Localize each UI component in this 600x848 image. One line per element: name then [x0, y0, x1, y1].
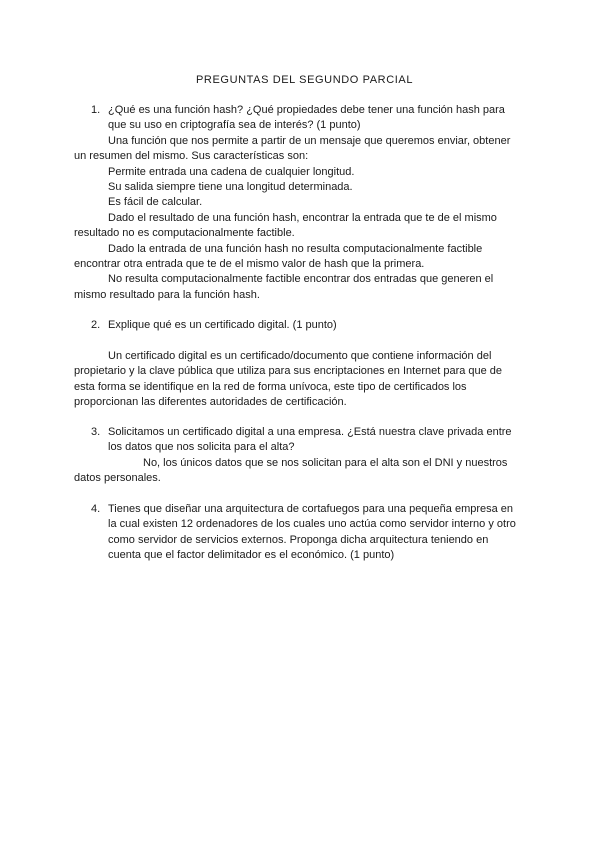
answer-1-line-1: Una función que nos permite a partir de un mensaje que queremos enviar, obtener: [108, 135, 511, 147]
answer-2-line-2: propietario y la clave pública que utiliza para sus encriptaciones en Internet para que de: [74, 365, 503, 377]
answer-1-property-5-line-1: Dado la entrada de una función hash no resulta computacionalmente factible: [108, 243, 483, 255]
answer-1-line-2: un resumen del mismo. Sus características son:: [74, 150, 309, 162]
answer-1-property-2: Su salida siempre tiene una longitud determinada.: [108, 181, 353, 193]
page-title: PREGUNTAS DEL SEGUNDO PARCIAL: [196, 74, 414, 86]
answer-3-line-1: No, los únicos datos que se nos solicitan para el alta son el DNI y nuestros: [143, 457, 508, 469]
question-3-text-line-2: los datos que nos solicita para el alta?: [108, 441, 295, 453]
answer-3-line-2: datos personales.: [74, 472, 161, 484]
question-4-text-line-1: Tienes que diseñar una arquitectura de cortafuegos para una pequeña empresa en: [108, 503, 514, 515]
question-3-number: 3.: [91, 426, 101, 438]
answer-2-line-4: proporcionan las diferentes autoridades de certificación.: [74, 396, 347, 408]
answer-1-property-6-line-1: No resulta computacionalmente factible encontrar dos entradas que generen el: [108, 273, 494, 285]
answer-1-property-5-line-2: encontrar otra entrada que te de el mismo valor de hash que la primera.: [74, 258, 425, 270]
question-4-number: 4.: [91, 503, 101, 515]
question-4-text-line-4: cuenta que el factor delimitador es el económico. (1 punto): [108, 549, 395, 561]
answer-1-property-6-line-2: mismo resultado para la función hash.: [74, 289, 260, 301]
answer-1-property-3: Es fácil de calcular.: [108, 196, 203, 208]
question-4-text-line-2: la cual existen 12 ordenadores de los cuales uno actúa como servidor interno y otro: [108, 518, 516, 530]
answer-2-line-3: esta forma se identifique en la red de forma unívoca, este tipo de certificados los: [74, 381, 467, 393]
question-1-number: 1.: [91, 104, 101, 116]
question-3-text-line-1: Solicitamos un certificado digital a una empresa. ¿Está nuestra clave privada entre: [108, 426, 512, 438]
answer-1-property-1: Permite entrada una cadena de cualquier longitud.: [108, 166, 355, 178]
question-1-text-line-1: ¿Qué es una función hash? ¿Qué propiedades debe tener una función hash para: [108, 104, 505, 116]
answer-1-property-4-line-1: Dado el resultado de una función hash, encontrar la entrada que te de el mismo: [108, 212, 497, 224]
question-4-text-line-3: como servidor de servicios externos. Proponga dicha arquitectura teniendo en: [108, 534, 489, 546]
question-1-text-line-2: que su uso en criptografía sea de interés? (1 punto): [108, 119, 361, 131]
answer-1-property-4-line-2: resultado no es computacionalmente factible.: [74, 227, 295, 239]
question-2-text: Explique qué es un certificado digital. (1 punto): [108, 319, 337, 331]
answer-2-line-1: Un certificado digital es un certificado/documento que contiene información del: [108, 350, 492, 362]
question-2-number: 2.: [91, 319, 101, 331]
